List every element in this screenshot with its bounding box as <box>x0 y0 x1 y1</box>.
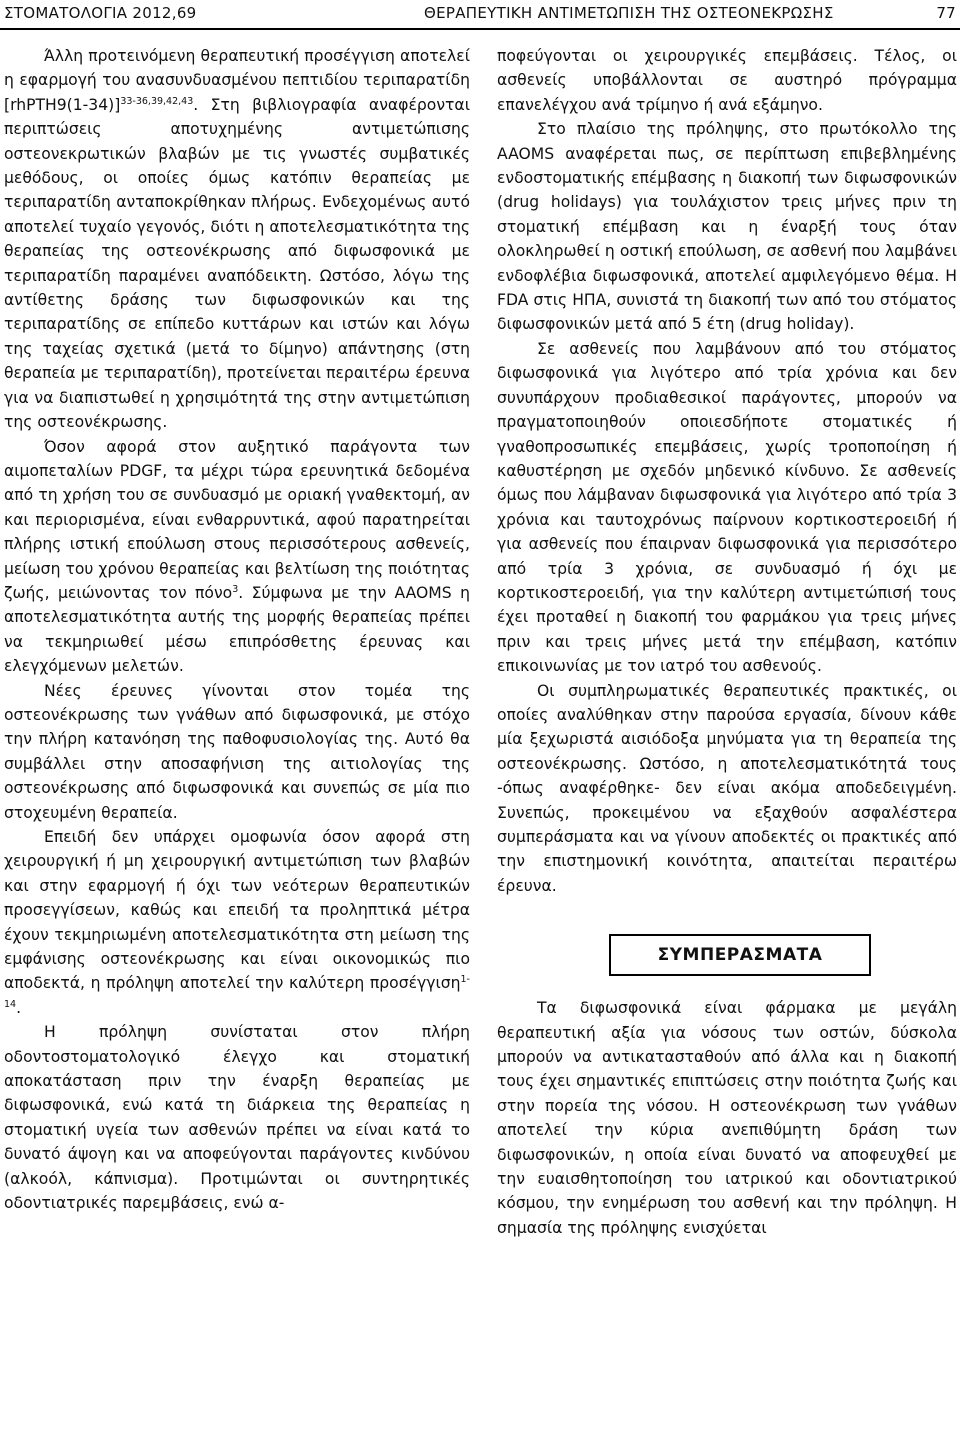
reference-superscript: 3 <box>232 583 239 595</box>
journal-citation: ΣΤΟΜΑΤΟΛΟΓΙΑ 2012,69 <box>4 4 197 22</box>
paragraph: Τα διφωσφονικά είναι φάρμακα με μεγάλη θεραπευτική αξία για νόσους των οστών, δύσκολα μπορούν να αντικατασταθούν από άλλα και η διακοπή τους έχει σημαντικές επιπτώσεις στην ποιότητα ζωής και στην πορεία της νόσου. Η οστεονέκρωση των γνάθων αποτελεί την κύρια ανεπιθύμητη δράση των διφωσφονικών, η οποία είναι δυνατό να αποφευχθεί με την ευαισθητοποίηση του ιατρικού και οδοντιατρικού κόσμου, την ενημέρωση του ασθενή και την πρόληψη. Η σημασία της πρόληψης ενισχύεται <box>497 999 957 1237</box>
paragraph <box>4 435 470 679</box>
paragraph: Σε ασθενείς που λαμβάνουν από του στόματος διφωσφονικά για λιγότερο από τρία χρόνια και δεν συνυπάρχουν προδιαθεσικοί παράγοντες, μπορούν να πραγματοποιηθούν οποιεσδήποτε στοματικές ή γναθοπροσωπικές επεμβάσεις, χωρίς τροποποίηση ή καθυστέρηση με σχεδόν μηδενικό κίνδυνο. Σε ασθενείς όμως που λάμβαναν διφωσφονικά για λιγότερο από τρία 3 χρόνια και ταυτοχρόνως παίρνουν κορτικοστεροειδή ή για ασθενείς που έπαιρναν διφωσφονικά για περισσότερο από τρία 3 χρόνια, σε συνδυασμό ή όχι με κορτικοστεροειδή, για την καλύτερη αντιμετώπισή τους έχει προταθεί η διακοπή του φαρμάκου για τρεις μήνες πριν και τρεις μήνες μετά την επέμβαση, κατόπιν επικοινωνίας με τον ιατρό του ασθενούς. <box>497 339 957 676</box>
paragraph <box>4 825 470 1020</box>
paragraph-text: Όσον αφορά στον αυξητικό παράγοντα των αιμοπεταλίων PDGF, τα μέχρι τώρα ερευνητικά δεδομένα από τη χρήση του σε συνδυασμό με οριακή γναθεκτομή, αν και περιορισμένα, είναι ενθαρρυντικά, αφού παρατηρείται πλήρης ιστική επούλωση στους περισσότερους ασθενείς, μείωση του χρόνου θεραπείας και βελτίωση της ποιότητας ζωής, μειώνοντας τον πόνο <box>4 437 470 602</box>
running-title: ΘΕΡΑΠΕΥΤΙΚΗ ΑΝΤΙΜΕΤΩΠΙΣΗ ΤΗΣ ΟΣΤΕΟΝΕΚΡΩΣΗΣ <box>424 4 834 22</box>
paragraph-text: . Στη βιβλιογραφία αναφέρονται περιπτώσεις αποτυχημένης αντιμετώπισης οστεονεκρωτικών βλαβών με τις γνωστές συμβατικές μεθόδους, οι οποίες όμως κατόπιν θεραπείας με τεριπαρατίδη ανταποκρίθηκαν πλήρως. Ενδεχομένως αυτό αποτελεί τυχαίο γεγονός, διότι η αποτελεσματικότητα της θεραπείας της οστεονέκρωσης από διφωσφονικά με τεριπαρατίδη παραμένει αναπόδεικτη. Ωστόσο, λόγω της αντίθετης δράσης των διφωσφονικών και της τεριπαρατίδης σε επίπεδο κυττάρων και ιστών και λόγω της ταχείας σχετικά (μετά το δίμηνο) απάντησης (στη θεραπεία με τεριπαρατίδη), προτείνεται περαιτέρω έρευνα για να διαπιστωθεί η χρησιμότητά της στην αντιμετώπιση της οστεονέκρωσης. <box>4 95 470 432</box>
paragraph: Στο πλαίσιο της πρόληψης, στο πρωτόκολλο της AAOMS αναφέρεται πως, σε περίπτωση επιβεβλημένης ενδοστοματικής επέμβασης η διακοπή των διφωσφονικών (drug holidays) για τουλάχιστον τρεις μήνες πριν τη στοματική επέμβαση και η έναρξή τους όταν ολοκληρωθεί η οστική επούλωση, σε ασθενή που λαμβάνει ενδοφλέβια διφωσφονικά, αποτελεί αμφιλεγόμενο θέμα. Η FDA στις ΗΠΑ, συνιστά τη διακοπή των από του στόματος διφωσφονικών μετά από 5 έτη (drug holiday). <box>497 120 957 334</box>
paragraph <box>4 44 470 435</box>
running-header <box>0 0 960 30</box>
reference-superscript: 1-14 <box>4 974 470 1010</box>
section-heading-conclusions: ΣΥΜΠΕΡΑΣΜΑΤΑ <box>609 934 871 976</box>
paragraph-text: . Σύμφωνα με την AAOMS η αποτελεσματικότητα αυτής της μορφής θεραπείας πρέπει να τεκμηριωθεί μέσω επιπρόσθετης έρευνας και ελεγχόμενων μελετών. <box>4 583 470 676</box>
left-column <box>4 44 470 1216</box>
paragraph-text: Επειδή δεν υπάρχει ομοφωνία όσον αφορά στη χειρουργική ή μη χειρουργική αντιμετώπιση των βλαβών και στην εφαρμογή ή όχι των νεότερων θεραπευτικών προσεγγίσεων, καθώς και επειδή τα προληπτικά μέτρα έχουν τεκμηριωμένη αποτελεσματικότητα στη μείωση της εμφάνισης οστεονέκρωσης και είναι οικονομικώς πιο αποδεκτά, η πρόληψη αποτελεί την καλύτερη προσέγγιση <box>4 828 470 993</box>
paragraph: ποφεύγονται οι χειρουργικές επεμβάσεις. Τέλος, οι ασθενείς υποβάλλονται σε αυστηρό πρόγραμμα επανελέγχου ανά τρίμηνο ή ανά εξάμηνο. <box>497 47 957 114</box>
paragraph: Οι συμπληρωματικές θεραπευτικές πρακτικές, οι οποίες αναλύθηκαν στην παρούσα εργασία, δίνουν κάθε μία ξεχωριστά αισιόδοξα μηνύματα για τη θεραπεία της οστεονέκρωσης. Ωστόσο, η αποτελεσματικότητά τους -όπως αναφέρθηκε- δεν είναι ακόμα αποδεδειγμένη. Συνεπώς, προκειμένου να εξαχθούν ασφαλέστερα συμπεράσματα και να γίνουν αποδεκτές οι πρακτικές από την επιστημονική κοινότητα, απαιτείται περαιτέρω έρευνα. <box>497 681 957 895</box>
paragraph: Νέες έρευνες γίνονται στον τομέα της οστεονέκρωσης των γνάθων από διφωσφονικά, με στόχο την πλήρη κατανόηση της παθοφυσιολογίας της. Αυτό θα συμβάλλει στην αποσαφήνιση της αιτιολογίας της οστεονέκρωσης από διφωσφονικά και συνεπώς σε μία πιο στοχευμένη θεραπεία. <box>4 681 470 822</box>
paragraph-text: Άλλη προτεινόμενη θεραπευτική προσέγγιση αποτελεί η εφαρμογή του ανασυνδυασμένου πεπτιδίου τεριπαρατίδη [rhPTH9(1-34)] <box>4 47 470 114</box>
paragraph: Η πρόληψη συνίσταται στον πλήρη οδοντοστοματολογικό έλεγχο και στοματική αποκατάσταση πριν την έναρξη θεραπείας με διφωσφονικά, ενώ κατά τη διάρκεια της θεραπείας η στοματική υγεία των ασθενών πρέπει να είναι κατά το δυνατό άψογη και να αποφεύγονται παράγοντες κινδύνου (αλκοόλ, κάπνισμα). Προτιμώνται οι συντηρητικές οδοντιατρικές παρεμβάσεις, ενώ α- <box>4 1023 470 1213</box>
reference-superscript: 33-36,39,42,43 <box>120 95 194 107</box>
paragraph-text: . <box>16 998 22 1017</box>
right-column <box>497 44 957 1240</box>
page-number: 77 <box>936 4 956 22</box>
